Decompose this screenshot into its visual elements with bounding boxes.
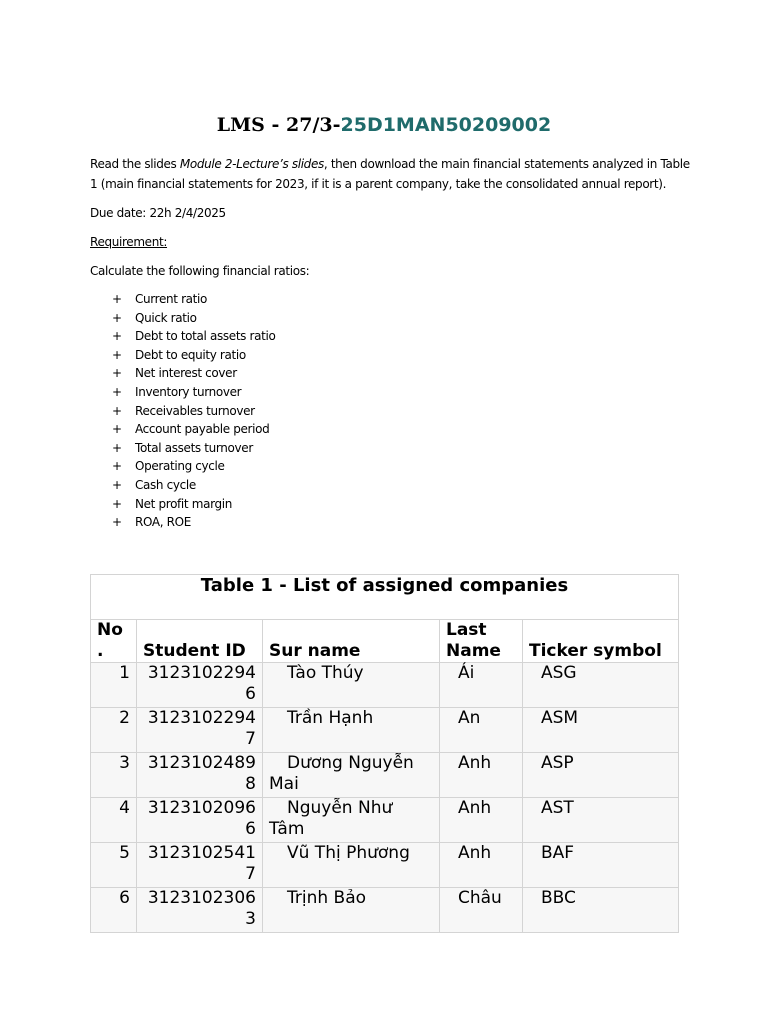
ratio-item	[90, 495, 275, 514]
bullet-marker: +	[112, 310, 122, 325]
header-student-id: Student ID	[137, 620, 263, 663]
bullet-marker: +	[112, 515, 122, 530]
header-surname: Sur name	[263, 620, 440, 663]
cell-last-name: Châu	[440, 888, 523, 933]
cell-ticker: BAF	[523, 843, 679, 888]
course-code: 25D1MAN50209002	[340, 114, 552, 136]
cell-no: 6	[91, 888, 137, 933]
cell-student-id: 31231024898	[137, 753, 263, 798]
cell-last-name: Ái	[440, 663, 523, 708]
cell-no: 4	[91, 798, 137, 843]
ratio-label: Quick ratio	[135, 310, 197, 325]
cell-ticker: BBC	[523, 888, 679, 933]
cell-surname: Trần Hạnh	[263, 708, 440, 753]
slides-reference: Module 2-Lecture’s slides	[179, 157, 324, 171]
cell-surname: Nguyễn Như Tâm	[263, 798, 440, 843]
document-title	[0, 112, 768, 139]
bullet-marker: +	[112, 422, 122, 437]
table-caption: Table 1 - List of assigned companies	[91, 575, 679, 620]
ratio-label: Net interest cover	[135, 366, 237, 381]
cell-student-id: 31231022946	[137, 663, 263, 708]
calc-instruction: Calculate the following financial ratios:	[90, 264, 310, 278]
cell-student-id: 31231020966	[137, 798, 263, 843]
title-prefix: LMS - 27/3-	[216, 114, 341, 136]
cell-surname: Trịnh Bảo	[263, 888, 440, 933]
cell-surname: Tào Thúy	[263, 663, 440, 708]
ratio-item	[90, 327, 275, 346]
ratio-item	[90, 383, 275, 402]
cell-no: 1	[91, 663, 137, 708]
table-row	[91, 753, 679, 798]
ratio-label: ROA, ROE	[135, 515, 191, 530]
ratio-item	[90, 290, 275, 309]
bullet-marker: +	[112, 496, 122, 511]
ratio-item	[90, 364, 275, 383]
bullet-marker: +	[112, 477, 122, 492]
ratio-item	[90, 346, 275, 365]
cell-no: 2	[91, 708, 137, 753]
ratio-label: Receivables turnover	[135, 403, 255, 418]
cell-no: 5	[91, 843, 137, 888]
cell-ticker: AST	[523, 798, 679, 843]
ratio-label: Debt to total assets ratio	[135, 329, 276, 344]
ratio-item	[90, 513, 275, 532]
cell-student-id: 31231023063	[137, 888, 263, 933]
table-row	[91, 888, 679, 933]
companies-table	[90, 574, 679, 933]
ratio-label: Debt to equity ratio	[135, 347, 246, 362]
ratio-item	[90, 457, 275, 476]
cell-last-name: Anh	[440, 753, 523, 798]
cell-no: 3	[91, 753, 137, 798]
bullet-marker: +	[112, 384, 122, 399]
ratio-label: Inventory turnover	[135, 384, 242, 399]
table-body	[91, 663, 679, 933]
ratio-item	[90, 476, 275, 495]
requirement-heading: Requirement:	[90, 235, 168, 249]
table-row	[91, 798, 679, 843]
cell-ticker: ASG	[523, 663, 679, 708]
intro-text-after: , then download the main financial statements analyzed in Table 1 (main financial statements for 2023, if it is a parent company, take the consolidated annual report).	[90, 157, 690, 191]
cell-surname: Vũ Thị Phương	[263, 843, 440, 888]
ratio-item	[90, 439, 275, 458]
ratio-label: Account payable period	[135, 422, 270, 437]
cell-ticker: ASM	[523, 708, 679, 753]
intro-paragraph	[90, 154, 690, 194]
bullet-marker: +	[112, 347, 122, 362]
cell-last-name: Anh	[440, 798, 523, 843]
ratio-item	[90, 309, 275, 328]
bullet-marker: +	[112, 329, 122, 344]
bullet-marker: +	[112, 459, 122, 474]
cell-surname: Dương Nguyễn Mai	[263, 753, 440, 798]
ratio-label: Operating cycle	[135, 459, 225, 474]
ratio-list	[90, 290, 275, 532]
ratio-label: Total assets turnover	[135, 440, 253, 455]
ratio-label: Cash cycle	[135, 477, 196, 492]
cell-last-name: Anh	[440, 843, 523, 888]
bullet-marker: +	[112, 440, 122, 455]
bullet-marker: +	[112, 292, 122, 306]
ratio-label: Current ratio	[135, 292, 208, 306]
due-date: Due date: 22h 2/4/2025	[90, 206, 226, 220]
cell-student-id: 31231025417	[137, 843, 263, 888]
bullet-marker: +	[112, 366, 122, 381]
ratio-label: Net profit margin	[135, 496, 232, 511]
cell-last-name: An	[440, 708, 523, 753]
intro-text-before: Read the slides	[90, 157, 180, 171]
bullet-marker: +	[112, 403, 122, 418]
cell-ticker: ASP	[523, 753, 679, 798]
table-row	[91, 708, 679, 753]
table-row	[91, 663, 679, 708]
header-ticker: Ticker symbol	[523, 620, 679, 663]
header-no: No .	[91, 620, 137, 663]
table-row	[91, 843, 679, 888]
ratio-item	[90, 420, 275, 439]
cell-student-id: 31231022947	[137, 708, 263, 753]
header-last-name: Last Name	[440, 620, 523, 663]
ratio-item	[90, 402, 275, 421]
